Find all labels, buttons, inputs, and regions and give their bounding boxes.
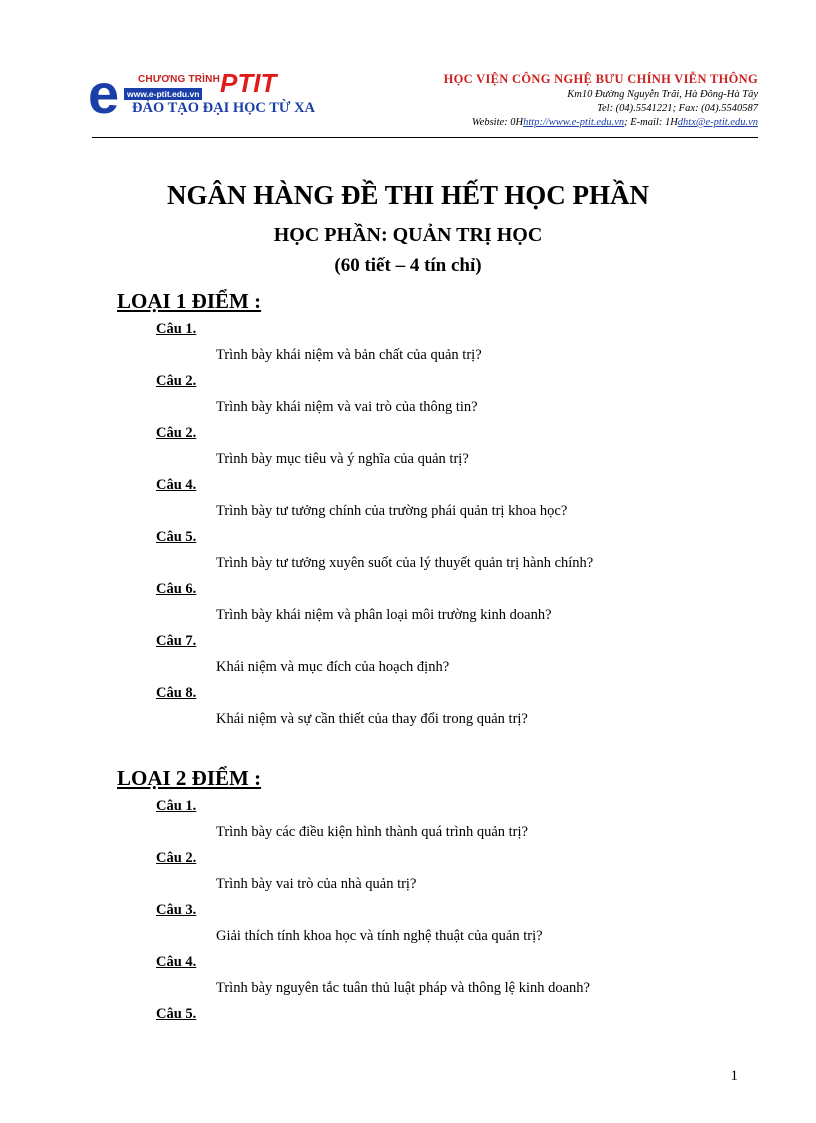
header-divider bbox=[92, 137, 758, 138]
question-item bbox=[117, 576, 757, 628]
course-subtitle: HỌC PHẦN: QUẢN TRỊ HỌC bbox=[273, 224, 543, 246]
page-number: 1 bbox=[730, 1068, 738, 1084]
question-item bbox=[117, 420, 757, 472]
page-title: NGÂN HÀNG ĐỀ THI HẾT HỌC PHẦN bbox=[166, 180, 650, 210]
logo-url-text: www.e-ptit.edu.vn bbox=[124, 88, 202, 100]
section-1-point bbox=[117, 286, 757, 732]
question-item bbox=[117, 472, 757, 524]
question-item bbox=[117, 949, 757, 1001]
question-item bbox=[117, 1001, 757, 1027]
institute-phone: Tel: (04).5541221; Fax: (04).5540587 bbox=[597, 103, 758, 114]
logo-e-icon: e bbox=[88, 62, 120, 125]
question-label: Câu 2. bbox=[156, 850, 197, 866]
question-label: Câu 5. bbox=[156, 1006, 197, 1022]
website-prefix: Website: 0H bbox=[471, 117, 524, 128]
question-text: Trình bày tư tưởng xuyên suốt của lý thuyết quản trị hành chính? bbox=[216, 555, 594, 571]
section-heading: LOẠI 1 ĐIỂM : bbox=[117, 289, 262, 313]
question-label: Câu 4. bbox=[156, 954, 197, 970]
question-text: Trình bày khái niệm và vai trò của thông tin? bbox=[216, 399, 478, 415]
question-text: Trình bày khái niệm và bản chất của quản trị? bbox=[216, 347, 482, 363]
institute-contact bbox=[444, 116, 758, 130]
section-2-points bbox=[117, 763, 757, 1027]
question-text: Trình bày khái niệm và phân loại môi trường kinh doanh? bbox=[216, 607, 552, 623]
course-credits: (60 tiết – 4 tín chỉ) bbox=[334, 255, 482, 276]
question-label: Câu 1. bbox=[156, 321, 197, 337]
question-item bbox=[117, 368, 757, 420]
question-item bbox=[117, 316, 757, 368]
question-text: Khái niệm và sự cần thiết của thay đổi trong quản trị? bbox=[216, 711, 528, 727]
section-heading: LOẠI 2 ĐIỂM : bbox=[117, 766, 262, 790]
email-link[interactable]: dhtx@e-ptit.edu.vn bbox=[677, 117, 758, 128]
question-label: Câu 1. bbox=[156, 798, 197, 814]
question-item bbox=[117, 628, 757, 680]
question-text: Khái niệm và mục đích của hoạch định? bbox=[216, 659, 450, 675]
question-label: Câu 5. bbox=[156, 529, 197, 545]
logo-program-text: CHƯƠNG TRÌNH bbox=[138, 74, 220, 85]
question-item bbox=[117, 897, 757, 949]
question-text: Trình bày mục tiêu và ý nghĩa của quản trị? bbox=[216, 451, 469, 467]
question-text: Trình bày vai trò của nhà quản trị? bbox=[216, 876, 417, 892]
question-item bbox=[117, 680, 757, 732]
question-label: Câu 8. bbox=[156, 685, 197, 701]
question-text: Trình bày tư tưởng chính của trường phái quản trị khoa học? bbox=[216, 503, 568, 519]
question-text: Trình bày các điều kiện hình thành quá trình quản trị? bbox=[216, 824, 528, 840]
question-label: Câu 2. bbox=[156, 425, 197, 441]
institute-address: Km10 Đường Nguyễn Trãi, Hà Đông-Hà Tây bbox=[567, 89, 758, 100]
logo-brand-text: PTIT bbox=[220, 68, 277, 98]
question-label: Câu 3. bbox=[156, 902, 197, 918]
question-label: Câu 2. bbox=[156, 373, 197, 389]
question-label: Câu 4. bbox=[156, 477, 197, 493]
question-item bbox=[117, 524, 757, 576]
question-item bbox=[117, 793, 757, 845]
question-text: Trình bày nguyên tắc tuân thủ luật pháp và thông lệ kinh doanh? bbox=[216, 980, 590, 996]
question-label: Câu 7. bbox=[156, 633, 197, 649]
question-text: Giải thích tính khoa học và tính nghệ thuật của quản trị? bbox=[216, 928, 543, 944]
question-label: Câu 6. bbox=[156, 581, 197, 597]
ptit-logo bbox=[88, 62, 316, 125]
email-prefix: ; E-mail: 1H bbox=[624, 117, 678, 128]
question-item bbox=[117, 845, 757, 897]
institute-name: HỌC VIỆN CÔNG NGHỆ BƯU CHÍNH VIỄN THÔNG bbox=[443, 72, 758, 86]
logo-school-text: ĐÀO TẠO ĐẠI HỌC TỪ XA bbox=[132, 100, 316, 116]
institute-info bbox=[444, 70, 758, 130]
website-link[interactable]: http://www.e-ptit.edu.vn bbox=[523, 117, 625, 128]
